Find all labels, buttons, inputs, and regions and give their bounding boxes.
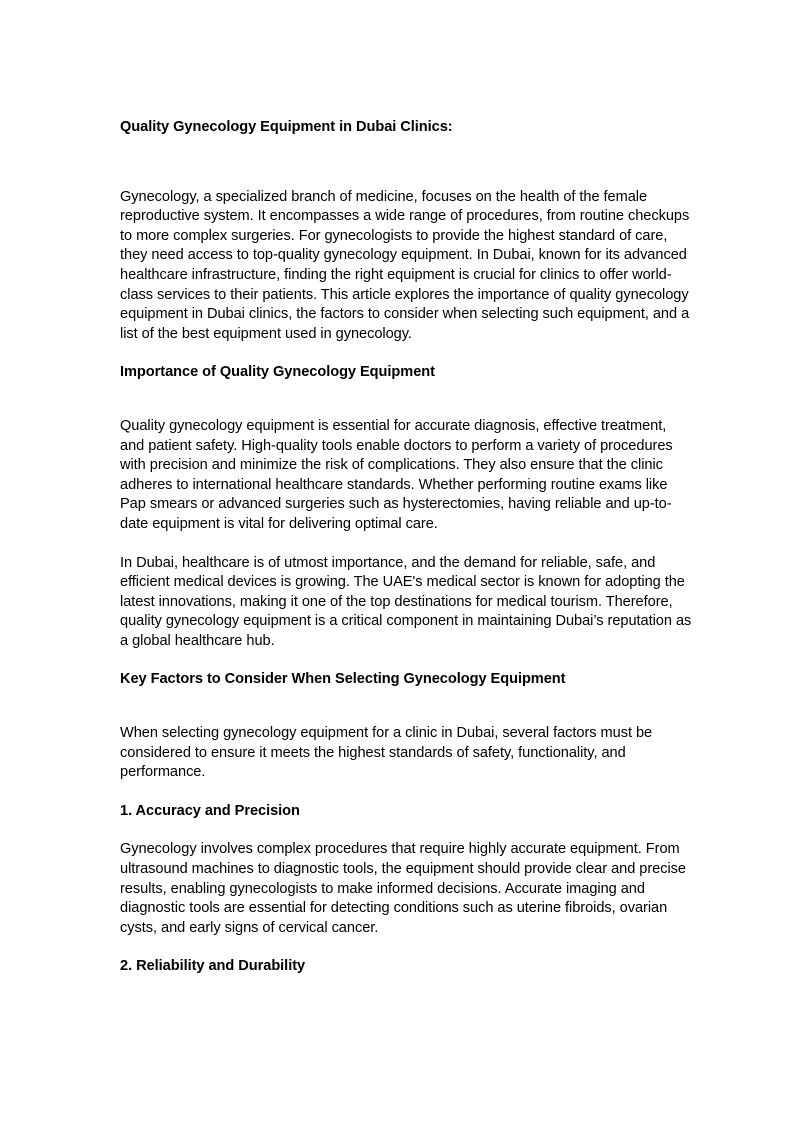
accuracy-paragraph: Gynecology involves complex procedures that require highly accurate equipment. From ultrasound machines to diagnostic tools, the equipment should provide clear and precise results, enabling gynecologists to make informed decisions. Accurate imaging and diagnostic tools are essential for detecting conditions such as uterine fibroids, ovarian cysts, and early signs of cervical cancer. xyxy=(120,841,686,936)
key-factors-paragraph: When selecting gynecology equipment for a clinic in Dubai, several factors must be considered to ensure it meets the highest standards of safety, functionality, and performance. xyxy=(120,725,653,781)
importance-paragraph-2: In Dubai, healthcare is of utmost importance, and the demand for reliable, safe, and efficient medical devices is growing. The UAE's medical sector is known for adopting the latest innovations, making it one of the top destinations for medical tourism. Therefore, quality gynecology equipment is a critical component in maintaining Dubai’s reputation as a global healthcare hub. xyxy=(120,554,692,649)
subsection-heading-reliability: 2. Reliability and Durability xyxy=(120,958,306,975)
document-body xyxy=(120,118,694,977)
importance-paragraph-1: Quality gynecology equipment is essential for accurate diagnosis, effective treatment, and patient safety. High-quality tools enable doctors to perform a variety of procedures with precision and minimize the risk of complications. They also ensure that the clinic adheres to international healthcare standards. Whether performing routine exams like Pap smears or advanced surgeries such as hysterectomies, having reliable and up-to-date equipment is vital for delivering optimal care. xyxy=(120,417,673,532)
subsection-heading-accuracy: 1. Accuracy and Precision xyxy=(120,802,300,819)
section-heading-key-factors: Key Factors to Consider When Selecting Gynecology Equipment xyxy=(120,671,566,688)
section-heading-importance: Importance of Quality Gynecology Equipment xyxy=(120,364,435,381)
intro-paragraph: Gynecology, a specialized branch of medicine, focuses on the health of the female reproductive system. It encompasses a wide range of procedures, from routine checkups to more complex surgeries. For gynecologists to provide the highest standard of care, they need access to top-quality gynecology equipment. In Dubai, known for its advanced healthcare infrastructure, finding the right equipment is crucial for clinics to offer world-class services to their patients. This article explores the importance of quality gynecology equipment in Dubai clinics, the factors to consider when selecting such equipment, and a list of the best equipment used in gynecology. xyxy=(120,188,690,342)
document-title: Quality Gynecology Equipment in Dubai Clinics: xyxy=(120,119,453,135)
